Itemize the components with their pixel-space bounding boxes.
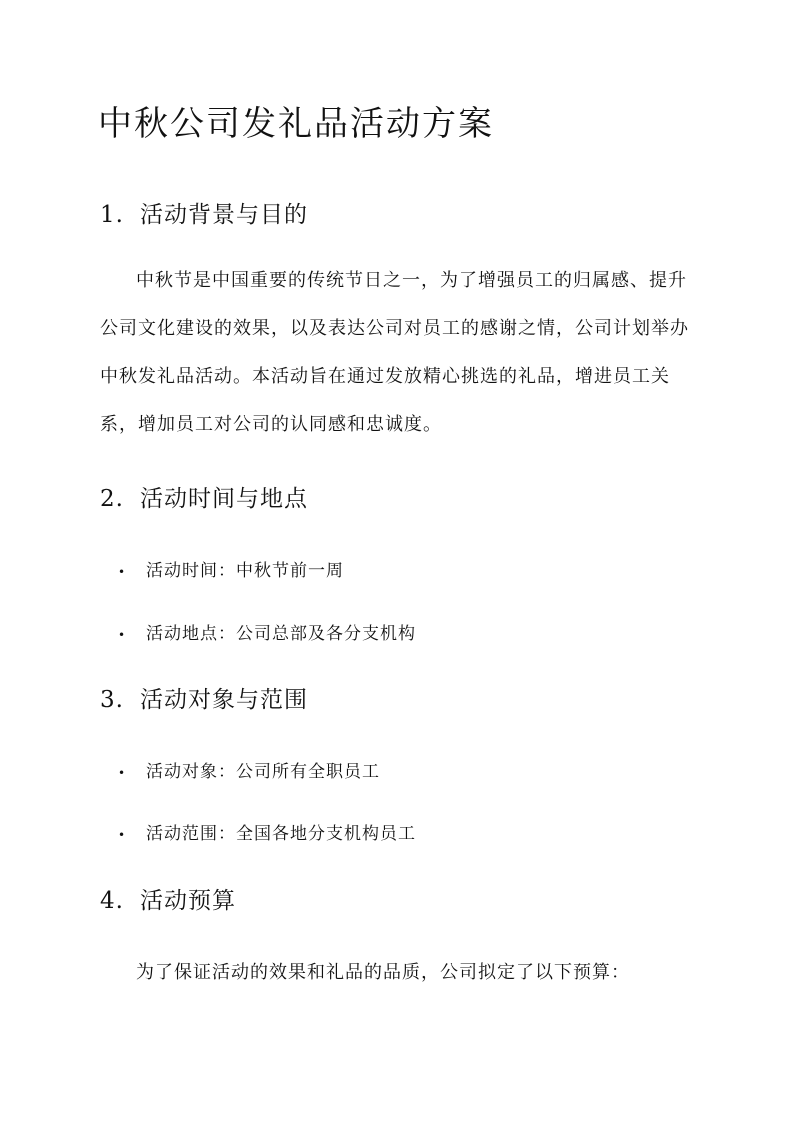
section-heading-3	[100, 681, 308, 714]
section-4-paragraph: 为了保证活动的效果和礼品的品质，公司拟定了以下预算：	[136, 962, 630, 983]
bullet-icon: •	[118, 765, 127, 780]
list-item-text: 活动对象：公司所有全职员工	[146, 762, 380, 782]
list-item	[118, 757, 380, 782]
bullet-icon: •	[118, 564, 127, 579]
section-heading-1	[100, 196, 308, 229]
section-number: 4.	[100, 888, 124, 914]
list-item	[118, 619, 416, 644]
section-heading-4	[100, 882, 236, 915]
section-heading-2	[100, 480, 308, 513]
list-item	[118, 556, 344, 581]
list-item-text: 活动地点：公司总部及各分支机构	[146, 624, 416, 644]
section-1-paragraph: 中秋节是中国重要的传统节日之一，为了增强员工的归属感、提升公司文化建设的效果，以及表达公司对员工的感谢之情，公司计划举办中秋发礼品活动。本活动旨在通过发放精心挑选的礼品，增进员工关系，增加员工对公司的认同感和忠诚度。	[100, 270, 689, 435]
section-title: 活动背景与目的	[140, 202, 308, 228]
list-item-text: 活动时间：中秋节前一周	[146, 561, 344, 581]
document-title: 中秋公司发礼品活动方案	[98, 104, 494, 144]
section-number: 3.	[100, 687, 124, 713]
section-number: 2.	[100, 486, 124, 512]
section-title: 活动时间与地点	[140, 486, 308, 512]
section-number: 1.	[100, 202, 124, 228]
bullet-icon: •	[118, 827, 127, 842]
list-item	[118, 819, 416, 844]
section-title: 活动预算	[140, 888, 236, 914]
list-item-text: 活动范围：全国各地分支机构员工	[146, 824, 416, 844]
section-title: 活动对象与范围	[140, 687, 308, 713]
bullet-icon: •	[118, 627, 127, 642]
